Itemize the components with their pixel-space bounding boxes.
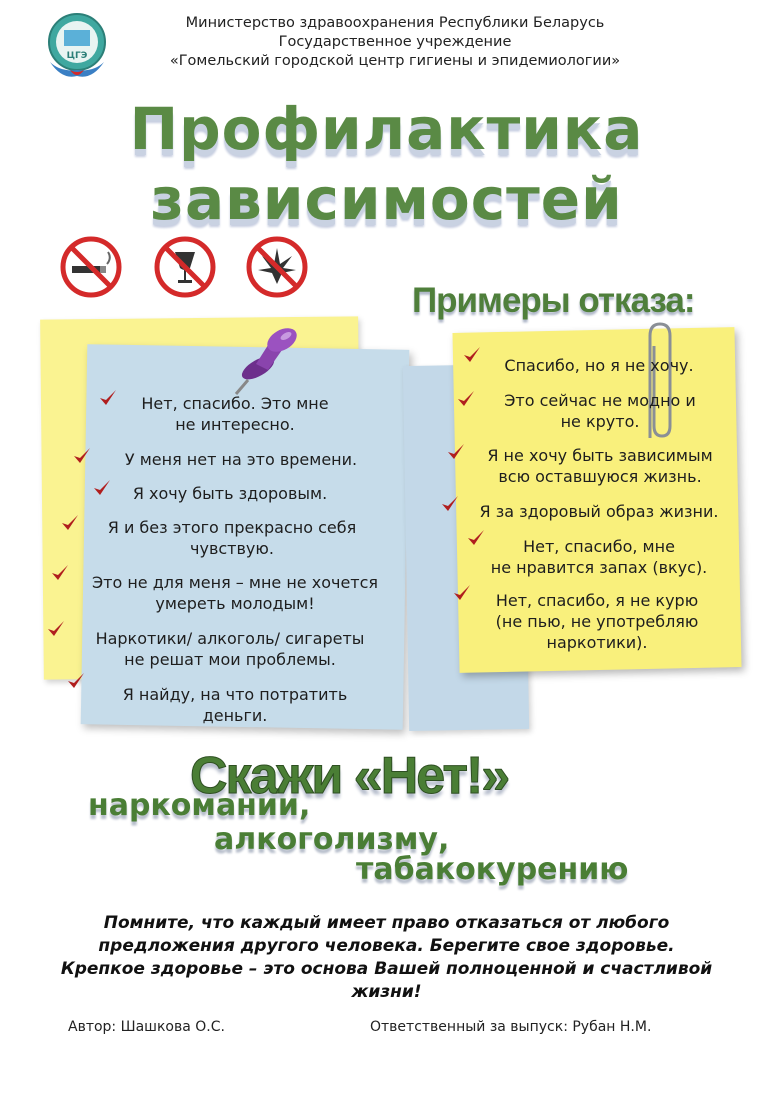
checkmark-icon [440, 494, 460, 514]
checkmark-icon [46, 619, 66, 639]
list-item: У меня нет на это времени. [124, 450, 358, 469]
examples-heading: Примеры отказа: [412, 281, 695, 320]
institution-type-line: Государственное учреждение [278, 34, 512, 50]
list-item: Спасибо, но я не хочу. [504, 356, 694, 375]
page-title-line2: зависимостей [150, 165, 623, 233]
checkmark-icon [446, 442, 466, 462]
no-drugs-icon [246, 236, 308, 298]
slogan-line-drugs: наркомании, [88, 788, 311, 823]
list-item: Я найду, на что потратить деньги. [122, 685, 348, 725]
slogan-line-tobacco: табакокурению [356, 852, 629, 887]
reminder-paragraph: Помните, что каждый имеет право отказаться от любого предложения другого человека. Берегите свое здоровье. Крепкое здоровье – это основа Вашей полноценной и счастливой жизни! [60, 913, 713, 1002]
slogan-line-alcohol: алкоголизму, [214, 822, 450, 857]
list-item: Нет, спасибо, мне не нравится запах (вкус). [490, 537, 708, 577]
no-smoking-icon [60, 236, 122, 298]
institution-name-line: «Гомельский городской центр гигиены и эпидемиологии» [169, 53, 621, 69]
organization-logo [42, 10, 112, 90]
logo-text: ЦГЭ [66, 51, 88, 61]
author-credit: Автор: Шашкова О.С. [68, 1019, 225, 1035]
page-title-line1: Профилактика [129, 95, 644, 163]
organization-header [130, 14, 660, 71]
list-item: Нет, спасибо, я не курю (не пью, не употребляю наркотики). [495, 591, 699, 652]
list-item: Это сейчас не модно и не круто. [504, 391, 696, 431]
list-item: Это не для меня – мне не хочется умереть молодым! [91, 573, 379, 613]
checkmark-icon [456, 389, 476, 409]
list-item: Я не хочу быть зависимым всю оставшуюся жизнь. [487, 446, 713, 486]
list-item: Наркотики/ алкоголь/ сигареты не решат мои проблемы. [95, 629, 365, 669]
slogan-main: Скажи «Нет!» [190, 747, 509, 805]
push-pin-icon [226, 318, 306, 396]
checkmark-icon [50, 563, 70, 583]
ministry-line: Министерство здравоохранения Республики Беларусь [185, 15, 605, 31]
checkmark-icon [462, 345, 482, 365]
checkmark-icon [92, 478, 112, 498]
checkmark-icon [72, 446, 92, 466]
checkmark-icon [60, 513, 80, 533]
list-item: Нет, спасибо. Это мне не интересно. [141, 394, 329, 434]
responsible-credit: Ответственный за выпуск: Рубан Н.М. [370, 1019, 652, 1035]
list-item: Я за здоровый образ жизни. [479, 502, 719, 521]
list-item: Я хочу быть здоровым. [132, 484, 328, 503]
list-item: Я и без этого прекрасно себя чувствую. [107, 518, 357, 558]
no-alcohol-icon [154, 236, 216, 298]
checkmark-icon [66, 671, 86, 691]
checkmark-icon [452, 583, 472, 603]
